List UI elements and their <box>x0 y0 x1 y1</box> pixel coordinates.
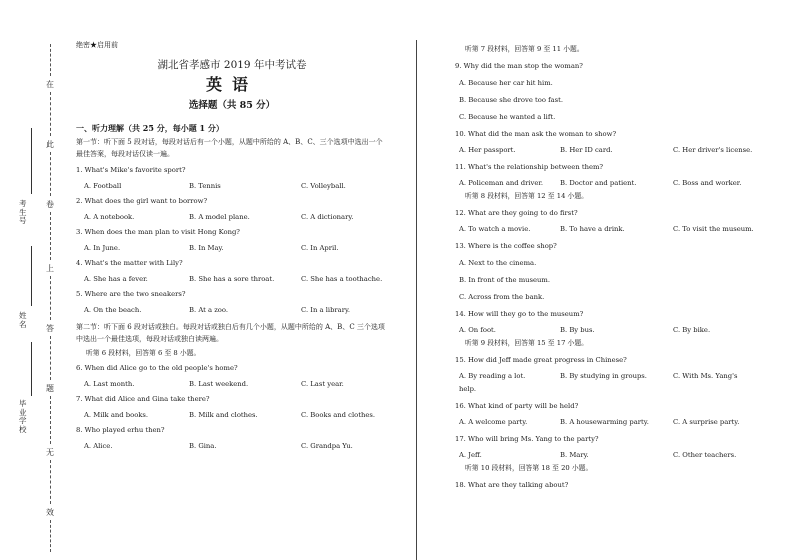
section-title: 选择题（共 85 分） <box>188 100 276 111</box>
dashed-cut-line <box>50 92 51 136</box>
options-row <box>455 145 785 155</box>
options-row <box>76 441 388 451</box>
option-b: B. Gina. <box>189 442 217 450</box>
options-row <box>455 325 785 335</box>
option-b: B. To have a drink. <box>560 225 625 233</box>
option-b: B. Last weekend. <box>189 380 249 388</box>
fill-line-student-id <box>31 128 32 194</box>
name-label: 姓名 <box>19 311 27 329</box>
question: 10. What did the man ask the woman to show? <box>455 130 617 138</box>
option-a: A. Jeff. <box>459 451 482 459</box>
options-row <box>455 224 785 234</box>
option-b: B. Mary. <box>560 451 589 459</box>
material-note: 听第 8 段材料，回答第 12 至 14 小题。 <box>465 192 588 200</box>
margin-char: 题 <box>46 384 54 393</box>
option-b: B. Her ID card. <box>560 146 613 154</box>
left-column <box>76 40 388 451</box>
options-row <box>76 410 388 420</box>
exam-title: 湖北省孝感市 2019 年中考试卷 <box>157 59 307 71</box>
option-c: C. Other teachers. <box>673 451 737 459</box>
question: 7. What did Alice and Gina take there? <box>76 395 210 403</box>
margin-char: 此 <box>46 140 54 149</box>
right-column <box>455 44 785 490</box>
dashed-cut-line <box>50 276 51 320</box>
option-a: A. Football <box>84 182 122 190</box>
subject-title: 英语 <box>205 75 258 94</box>
material-note: 听第 10 段材料，回答第 18 至 20 小题。 <box>465 464 593 472</box>
binding-margin <box>0 0 70 560</box>
dashed-cut-line <box>50 336 51 380</box>
question: 9. Why did the man stop the woman? <box>455 62 583 70</box>
dashed-cut-line <box>50 152 51 196</box>
question: 14. How will they go to the museum? <box>455 310 584 318</box>
option-a: A. Last month. <box>84 380 135 388</box>
margin-char: 上 <box>46 264 54 273</box>
dashed-cut-line <box>50 396 51 444</box>
options-row <box>76 274 388 284</box>
option-a: A. To watch a movie. <box>459 225 531 233</box>
question: 13. Where is the coffee shop? <box>455 242 557 250</box>
option-a: A. A welcome party. <box>459 418 528 426</box>
option-b: B. In front of the museum. <box>459 276 551 284</box>
fill-line-name <box>31 246 32 306</box>
section-2-instructions: 第二节：听下面 6 段对话或独白。每段对话或独白后有几个小题，从题中所给的 A、B、C 三个选项中选出一个最佳选项，每段对话或独白读两遍。 <box>76 323 385 343</box>
option-c: C. Boss and worker. <box>673 179 742 187</box>
option-b: B. At a zoo. <box>189 306 229 314</box>
option-c: C. A surprise party. <box>673 418 740 426</box>
dashed-cut-line-bottom <box>50 520 51 552</box>
question: 18. What are they talking about? <box>455 481 569 489</box>
option-b: B. In May. <box>189 244 224 252</box>
margin-char: 在 <box>46 80 54 89</box>
column-divider <box>416 40 417 560</box>
options-row <box>76 305 388 315</box>
option-a: A. On foot. <box>459 326 496 334</box>
option-a: A. Alice. <box>84 442 113 450</box>
option-b: B. Because she drove too fast. <box>459 96 564 104</box>
option-c: C. Because he wanted a lift. <box>459 113 556 121</box>
material-note: 听第 9 段材料，回答第 15 至 17 小题。 <box>465 339 588 347</box>
option-c: C. Grandpa Yu. <box>301 442 353 450</box>
option-c: C. By bike. <box>673 326 711 334</box>
question: 1. What's Mike's favorite sport? <box>76 166 186 174</box>
option-a: A. She has a fever. <box>84 275 148 283</box>
margin-char: 卷 <box>46 200 54 209</box>
option-c: C. With Ms. Yang's <box>673 372 738 380</box>
option-b: B. Milk and clothes. <box>189 411 258 419</box>
option-b: B. A model plane. <box>189 213 250 221</box>
option-b: B. A housewarming party. <box>560 418 649 426</box>
confidential-mark: 绝密★启用前 <box>76 41 118 49</box>
question: 17. Who will bring Ms. Yang to the party? <box>455 435 599 443</box>
option-c: C. She has a toothache. <box>301 275 383 283</box>
options-row <box>455 371 785 381</box>
question: 5. Where are the two sneakers? <box>76 290 186 298</box>
options-row <box>455 417 785 427</box>
material-note: 听第 7 段材料，回答第 9 至 11 小题。 <box>465 45 584 53</box>
dashed-cut-line-top <box>50 44 51 76</box>
fill-line-school <box>31 342 32 396</box>
question: 8. Who played erhu then? <box>76 426 165 434</box>
question: 2. What does the girl want to borrow? <box>76 197 208 205</box>
option-a: A. By reading a lot. <box>459 372 526 380</box>
section-1-instructions: 第一节：听下面 5 段对话，每段对话后有一个小题，从题中所给的 A、B、C、三个选项中选出一个最佳答案，每段对话仅读一遍。 <box>76 138 383 158</box>
option-b: B. She has a sore throat. <box>189 275 275 283</box>
option-c: C. To visit the museum. <box>673 225 754 233</box>
option-b: B. By studying in groups. <box>560 372 647 380</box>
options-row <box>455 450 785 460</box>
margin-char: 答 <box>46 324 54 333</box>
option-b: B. Tennis <box>189 182 221 190</box>
margin-char: 无 <box>46 448 54 457</box>
option-a: A. Milk and books. <box>84 411 149 419</box>
part-heading: 一、听力理解（共 25 分，每小题 1 分） <box>76 123 224 133</box>
question: 15. How did Jeff made great progress in Chinese? <box>455 356 627 364</box>
question: 3. When does the man plan to visit Hong Kong? <box>76 228 240 236</box>
option-c: C. Across from the bank. <box>459 293 545 301</box>
option-continuation: help. <box>459 385 477 393</box>
option-a: A. Because her car hit him. <box>459 79 553 87</box>
option-a: A. A notebook. <box>84 213 135 221</box>
question: 6. When did Alice go to the old people's home? <box>76 364 238 372</box>
option-c: C. Volleyball. <box>301 182 346 190</box>
question: 11. What's the relationship between them? <box>455 163 604 171</box>
option-b: B. Doctor and patient. <box>560 179 637 187</box>
question: 4. What's the matter with Lily? <box>76 259 183 267</box>
option-c: C. Her driver's license. <box>673 146 753 154</box>
options-row <box>76 243 388 253</box>
options-row <box>76 379 388 389</box>
option-c: C. Last year. <box>301 380 344 388</box>
option-a: A. Next to the cinema. <box>459 259 537 267</box>
material-note: 听第 6 段材料，回答第 6 至 8 小题。 <box>86 349 201 357</box>
option-a: A. In June. <box>84 244 121 252</box>
dashed-cut-line <box>50 212 51 260</box>
option-a: A. Her passport. <box>459 146 516 154</box>
student-id-label: 考生号 <box>19 199 27 225</box>
question: 16. What kind of party will be held? <box>455 402 579 410</box>
option-c: C. Books and clothes. <box>301 411 376 419</box>
dashed-cut-line <box>50 460 51 504</box>
options-row <box>76 212 388 222</box>
options-row <box>455 178 785 188</box>
option-c: C. In April. <box>301 244 339 252</box>
option-c: C. A dictionary. <box>301 213 354 221</box>
school-label: 毕业学校 <box>19 399 27 434</box>
margin-char: 效 <box>46 508 54 517</box>
option-b: B. By bus. <box>560 326 595 334</box>
option-a: A. On the beach. <box>84 306 142 314</box>
question: 12. What are they going to do first? <box>455 209 578 217</box>
option-c: C. In a library. <box>301 306 351 314</box>
option-a: A. Policeman and driver. <box>459 179 544 187</box>
options-row <box>76 181 388 191</box>
